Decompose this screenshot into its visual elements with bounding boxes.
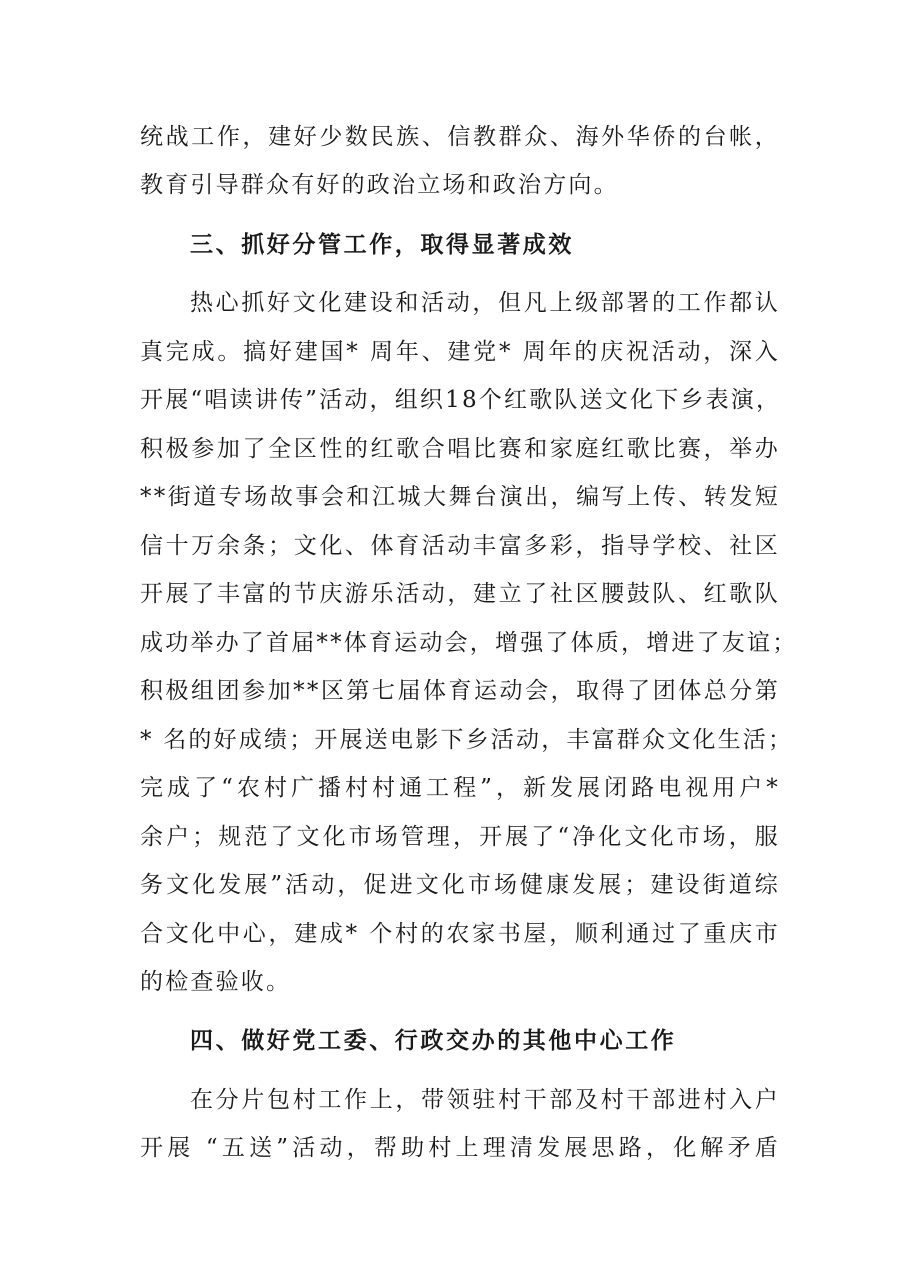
- paragraph-2-line-10: * 名的好成绩；开展送电影下乡活动，丰富群众文化生活；: [140, 727, 794, 753]
- paragraph-2-line-7: 开展了丰富的节庆游乐活动，建立了社区腰鼓队、红歌队: [140, 581, 780, 607]
- paragraph-2-line-12: 余户；规范了文化市场管理，开展了“净化文化市场，服: [140, 824, 780, 850]
- paragraph-1-line-2: 教育引导群众有好的政治立场和政治方向。: [140, 172, 619, 198]
- paragraph-3-line-1: 在分片包村工作上，带领驻村干部及村干部进村入户: [190, 1087, 780, 1113]
- paragraph-2-line-11: 完成了“农村广播村村通工程”，新发展闭路电视用户*: [140, 775, 780, 801]
- paragraph-2-line-4: 积极参加了全区性的红歌合唱比赛和家庭红歌比赛，举办: [140, 436, 780, 462]
- paragraph-2-line-5: **街道专场故事会和江城大舞台演出，编写上传、转发短: [140, 484, 780, 510]
- paragraph-2-line-14: 合文化中心，建成* 个村的农家书屋，顺利通过了重庆市: [140, 921, 780, 947]
- paragraph-2-line-8: 成功举办了首届**体育运动会，增强了体质，增进了友谊；: [140, 630, 798, 656]
- paragraph-2-line-6: 信十万余条；文化、体育活动丰富多彩，指导学校、社区: [140, 533, 780, 559]
- paragraph-2-line-1: 热心抓好文化建设和活动，但凡上级部署的工作都认: [190, 290, 780, 316]
- paragraph-2-line-2: 真完成。搞好建国* 周年、建党* 周年的庆祝活动，深入: [140, 339, 780, 365]
- paragraph-2-line-13: 务文化发展”活动，促进文化市场健康发展；建设街道综: [140, 872, 780, 898]
- paragraph-2-line-3: 开展“唱读讲传”活动，组织18个红歌队送文化下乡表演，: [140, 387, 782, 413]
- section-heading-4: 四、做好党工委、行政交办的其他中心工作: [190, 1028, 677, 1054]
- paragraph-2-line-9: 积极组团参加**区第七届体育运动会，取得了团体总分第: [140, 678, 780, 704]
- paragraph-3-line-2: 开展 “五送”活动，帮助村上理清发展思路，化解矛盾: [140, 1135, 780, 1161]
- section-heading-3: 三、抓好分管工作，取得显著成效: [190, 232, 574, 258]
- paragraph-1-line-1: 统战工作，建好少数民族、信教群众、海外华侨的台帐，: [140, 124, 780, 150]
- paragraph-2-line-15: 的检查验收。: [140, 969, 292, 995]
